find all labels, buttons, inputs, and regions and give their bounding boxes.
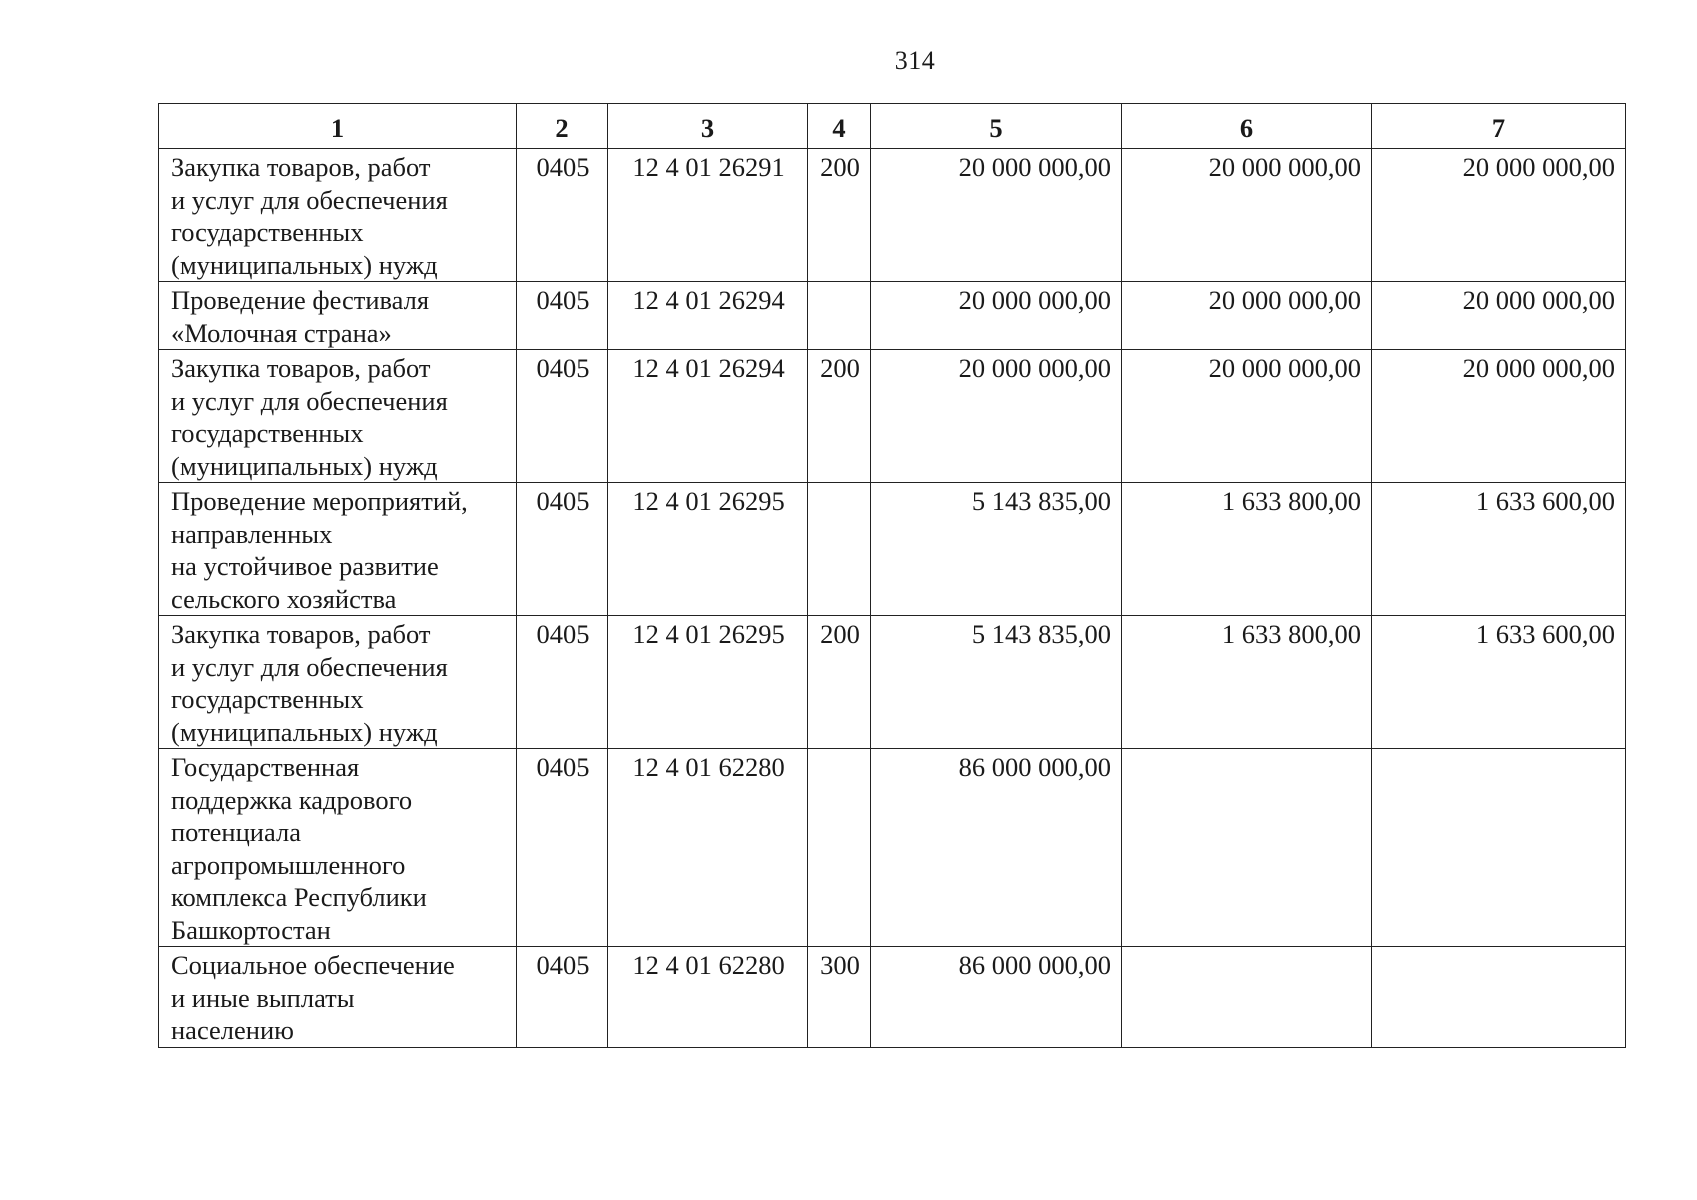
amount-5-cell: 86 000 000,00 bbox=[871, 749, 1122, 947]
item-name-cell bbox=[159, 483, 517, 616]
budget-table bbox=[158, 103, 1626, 1048]
item-name-cell bbox=[159, 749, 517, 947]
target-code-cell: 12 4 01 62280 bbox=[608, 749, 808, 947]
target-code-cell: 12 4 01 26294 bbox=[608, 282, 808, 350]
item-name-line: (муниципальных) нужд bbox=[171, 716, 438, 747]
target-code-cell: 12 4 01 62280 bbox=[608, 947, 808, 1048]
amount-7-cell bbox=[1372, 947, 1626, 1048]
item-name-line: государственных bbox=[171, 418, 364, 448]
item-name-line: Башкортостан bbox=[171, 914, 331, 945]
target-code-cell: 12 4 01 26291 bbox=[608, 149, 808, 282]
item-name-line: (муниципальных) нужд bbox=[171, 450, 438, 481]
item-name-line: Закупка товаров, работ bbox=[171, 152, 431, 182]
table-row bbox=[159, 149, 1626, 282]
item-name-cell bbox=[159, 616, 517, 749]
column-header: 3 bbox=[608, 104, 808, 149]
item-name-line: комплекса Республики bbox=[171, 882, 427, 912]
amount-5-cell: 5 143 835,00 bbox=[871, 616, 1122, 749]
expense-type-cell: 200 bbox=[808, 350, 871, 483]
item-name-line: направленных bbox=[171, 518, 333, 549]
column-header: 5 bbox=[871, 104, 1122, 149]
item-name-line: населению bbox=[171, 1015, 294, 1045]
amount-5-cell: 20 000 000,00 bbox=[871, 350, 1122, 483]
table-row bbox=[159, 282, 1626, 350]
amount-5-cell: 20 000 000,00 bbox=[871, 149, 1122, 282]
section-cell: 0405 bbox=[517, 350, 608, 483]
table-row bbox=[159, 483, 1626, 616]
target-code-cell: 12 4 01 26295 bbox=[608, 483, 808, 616]
amount-6-cell: 20 000 000,00 bbox=[1122, 350, 1372, 483]
item-name-line: Закупка товаров, работ bbox=[171, 619, 431, 649]
expense-type-cell: 200 bbox=[808, 149, 871, 282]
item-name-cell bbox=[159, 947, 517, 1048]
amount-6-cell: 1 633 800,00 bbox=[1122, 483, 1372, 616]
target-code-cell: 12 4 01 26294 bbox=[608, 350, 808, 483]
item-name-line: Закупка товаров, работ bbox=[171, 353, 431, 383]
item-name-line: сельского хозяйства bbox=[171, 583, 397, 614]
section-cell: 0405 bbox=[517, 149, 608, 282]
expense-type-cell: 200 bbox=[808, 616, 871, 749]
table-row bbox=[159, 616, 1626, 749]
amount-5-cell: 86 000 000,00 bbox=[871, 947, 1122, 1048]
header-row bbox=[159, 104, 1626, 149]
column-header: 7 bbox=[1372, 104, 1626, 149]
item-name-line: государственных bbox=[171, 684, 364, 714]
item-name-line: на устойчивое развитие bbox=[171, 551, 439, 581]
column-header: 1 bbox=[159, 104, 517, 149]
amount-5-cell: 20 000 000,00 bbox=[871, 282, 1122, 350]
item-name-cell bbox=[159, 350, 517, 483]
item-name-cell bbox=[159, 282, 517, 350]
section-cell: 0405 bbox=[517, 616, 608, 749]
amount-6-cell: 20 000 000,00 bbox=[1122, 282, 1372, 350]
item-name-line: Проведение мероприятий, bbox=[171, 486, 468, 516]
column-header: 4 bbox=[808, 104, 871, 149]
item-name-cell bbox=[159, 149, 517, 282]
amount-6-cell: 20 000 000,00 bbox=[1122, 149, 1372, 282]
amount-7-cell: 20 000 000,00 bbox=[1372, 149, 1626, 282]
amount-7-cell: 20 000 000,00 bbox=[1372, 282, 1626, 350]
amount-7-cell: 20 000 000,00 bbox=[1372, 350, 1626, 483]
column-header: 2 bbox=[517, 104, 608, 149]
section-cell: 0405 bbox=[517, 282, 608, 350]
amount-7-cell bbox=[1372, 749, 1626, 947]
item-name-line: потенциала bbox=[171, 817, 301, 847]
item-name-line: и иные выплаты bbox=[171, 982, 355, 1013]
expense-type-cell: 300 bbox=[808, 947, 871, 1048]
amount-6-cell bbox=[1122, 947, 1372, 1048]
section-cell: 0405 bbox=[517, 947, 608, 1048]
amount-5-cell: 5 143 835,00 bbox=[871, 483, 1122, 616]
item-name-line: Социальное обеспечение bbox=[171, 950, 455, 980]
expense-type-cell bbox=[808, 483, 871, 616]
item-name-line: агропромышленного bbox=[171, 849, 406, 880]
item-name-line: государственных bbox=[171, 217, 364, 247]
expense-type-cell bbox=[808, 749, 871, 947]
section-cell: 0405 bbox=[517, 749, 608, 947]
item-name-line: и услуг для обеспечения bbox=[171, 651, 448, 682]
column-header: 6 bbox=[1122, 104, 1372, 149]
item-name-line: «Молочная страна» bbox=[171, 317, 392, 348]
table-row bbox=[159, 350, 1626, 483]
expense-type-cell bbox=[808, 282, 871, 350]
amount-6-cell: 1 633 800,00 bbox=[1122, 616, 1372, 749]
amount-7-cell: 1 633 600,00 bbox=[1372, 616, 1626, 749]
table-row bbox=[159, 749, 1626, 947]
item-name-line: поддержка кадрового bbox=[171, 784, 413, 815]
item-name-line: и услуг для обеспечения bbox=[171, 184, 448, 215]
amount-6-cell bbox=[1122, 749, 1372, 947]
item-name-line: (муниципальных) нужд bbox=[171, 249, 438, 280]
amount-7-cell: 1 633 600,00 bbox=[1372, 483, 1626, 616]
target-code-cell: 12 4 01 26295 bbox=[608, 616, 808, 749]
page-number: 314 bbox=[894, 46, 936, 75]
table-row bbox=[159, 947, 1626, 1048]
item-name-line: Проведение фестиваля bbox=[171, 285, 430, 315]
item-name-line: Государственная bbox=[171, 752, 360, 782]
section-cell: 0405 bbox=[517, 483, 608, 616]
item-name-line: и услуг для обеспечения bbox=[171, 385, 448, 416]
